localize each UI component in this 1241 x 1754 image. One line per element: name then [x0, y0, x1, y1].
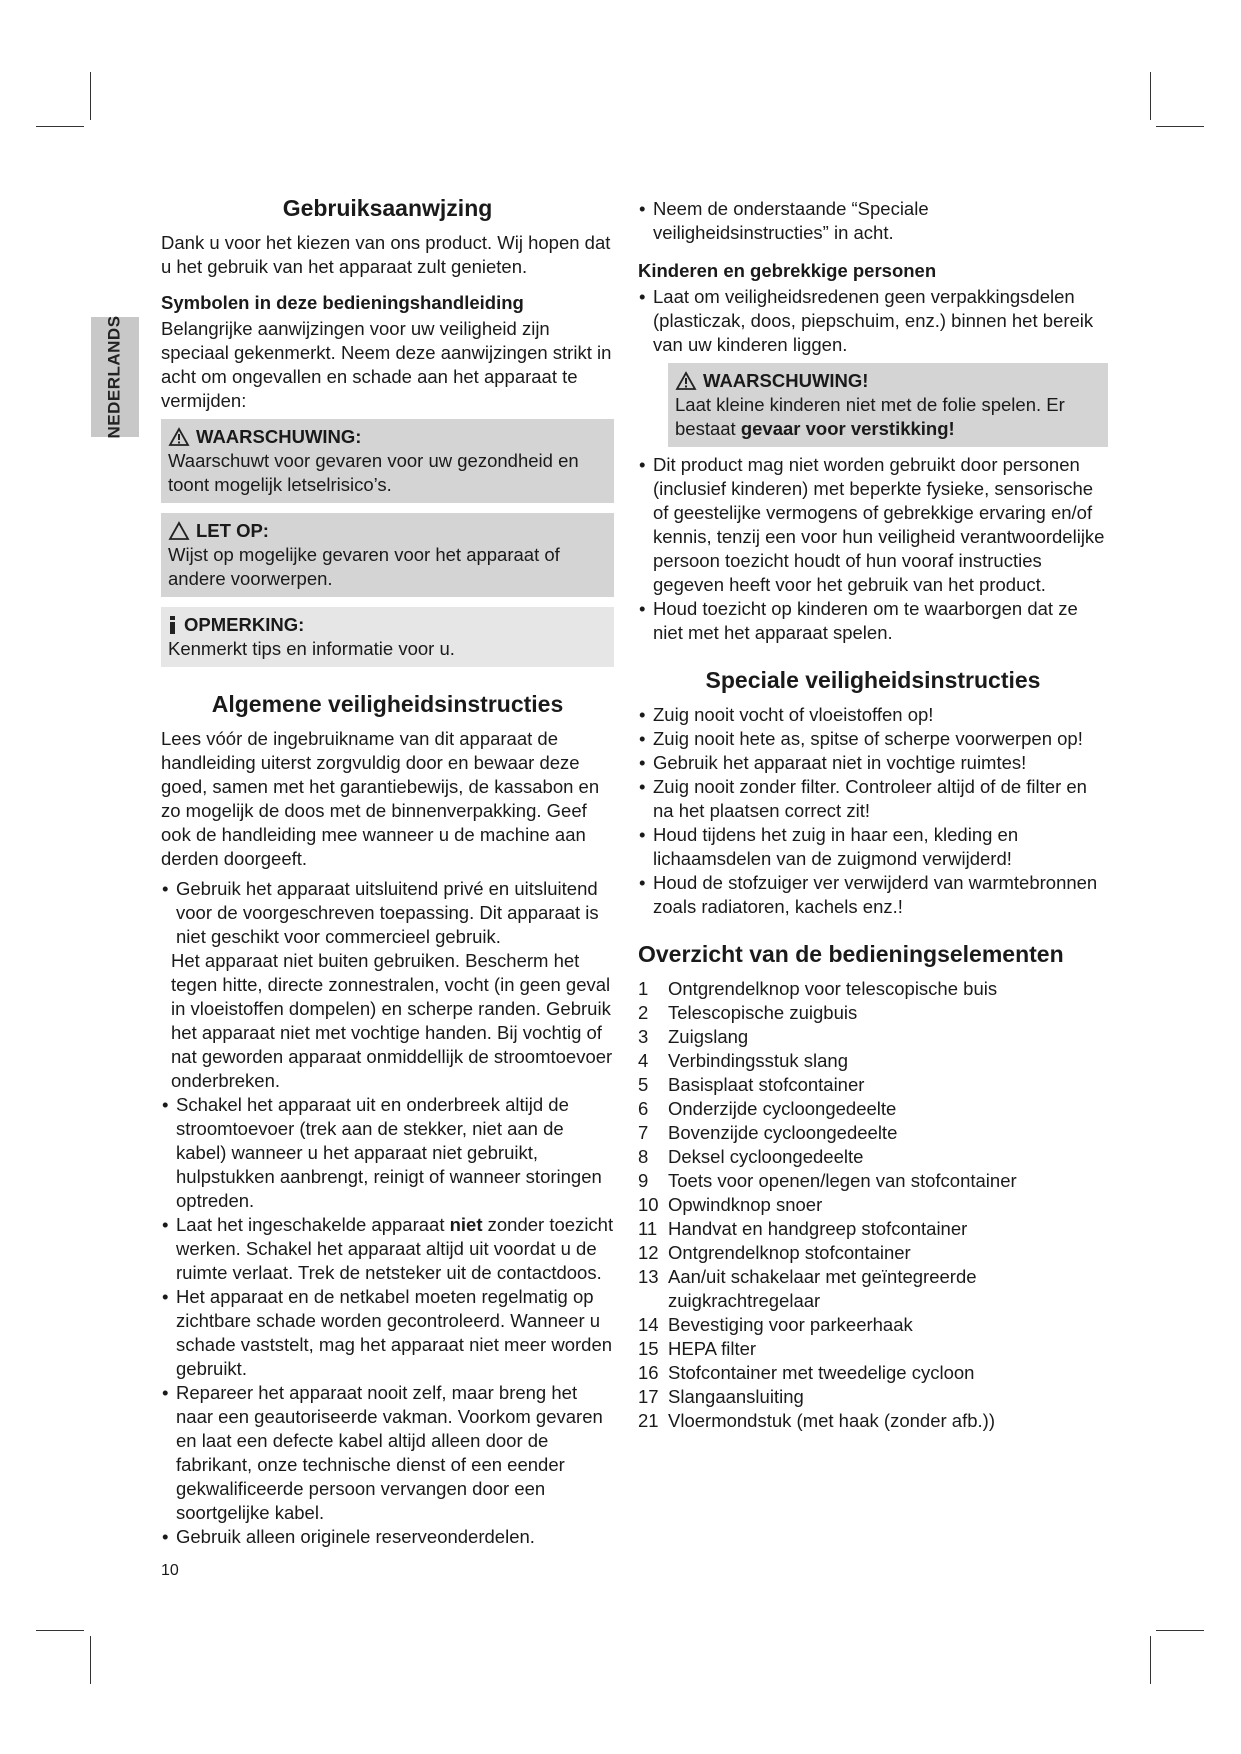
part-item: 12 Ontgrendelknop stofcontainer [638, 1241, 1108, 1265]
caution-triangle-icon [168, 521, 190, 541]
crop-mark-top-left-v [90, 72, 91, 120]
warning-notice [161, 419, 614, 503]
list-item: • Neem de onderstaande “Speciale veiligheidsinstructies” in acht. [638, 197, 1108, 245]
general-safety-heading: Algemene veiligheidsinstructies [211, 691, 564, 717]
part-item: 7 Bovenzijde cycloongedeelte [638, 1121, 1108, 1145]
crop-mark-bottom-left-v [90, 1636, 91, 1684]
children-warning-title: WAARSCHUWING! [703, 370, 869, 391]
children-warning-text: Laat kleine kinderen niet met de folie spelen. Er bestaat gevaar voor verstikking! [675, 394, 1065, 439]
part-item: 15 HEPA filter [638, 1337, 1108, 1361]
part-item: 1 Ontgrendelknop voor telescopische buis [638, 977, 1108, 1001]
list-item: • Houd tijdens het zuig in haar een, kleding en lichaamsdelen van de zuigmond verwijderd! [638, 823, 1108, 871]
caution-notice [161, 513, 614, 597]
general-safety-intro: Lees vóór de ingebruikname van dit apparaat de handleiding uiterst zorgvuldig door en bewaar deze goed, samen met het garantiebewijs, de kassabon en zo mogelijk de doos met de binnenverpakking. Geef ook de handleiding mee wanneer u de machine aan derden doorgeeft. [161, 728, 600, 869]
language-label: NEDERLANDS [105, 315, 124, 439]
crop-mark-top-right-v [1150, 72, 1151, 120]
list-item: • Schakel het apparaat uit en onderbreek altijd de stroomtoevoer (trek aan de stekker, niet aan de kabel) wanneer u het apparaat niet gebruikt, hulpstukken aanbrengt, reinigt of wanneer storingen optreden. [161, 1093, 614, 1213]
list-item: • Gebruik alleen originele reserveonderdelen. [161, 1525, 614, 1549]
special-safety-list [638, 703, 1108, 919]
crop-mark-top-left-h [36, 126, 84, 127]
left-column [161, 193, 614, 1549]
list-item: • Repareer het apparaat nooit zelf, maar breng het naar een geautoriseerde vakman. Voorkom gevaren en laat een defecte kabel altijd alleen door de fabrikant, onze technische dienst of een eender gekwalificeerde persoon vervangen door een soortgelijke kabel. [161, 1381, 614, 1525]
general-safety-list [161, 877, 614, 1549]
part-item: 11 Handvat en handgreep stofcontainer [638, 1217, 1108, 1241]
crop-mark-top-right-h [1156, 126, 1204, 127]
list-item: • Gebruik het apparaat niet in vochtige ruimtes! [638, 751, 1108, 775]
list-item: • Houd toezicht op kinderen om te waarborgen dat ze niet met het apparaat spelen. [638, 597, 1108, 645]
symbols-text: Belangrijke aanwijzingen voor uw veiligheid zijn speciaal gekenmerkt. Neem deze aanwijzingen strikt in acht om ongevallen en schade aan het apparaat te vermijden: [161, 318, 612, 411]
part-item: 3 Zuigslang [638, 1025, 1108, 1049]
info-icon [168, 615, 178, 635]
list-item: • Zuig nooit zonder filter. Controleer altijd of de filter en na het plaatsen correct zit! [638, 775, 1108, 823]
parts-list [638, 977, 1108, 1433]
part-item: 5 Basisplaat stofcontainer [638, 1073, 1108, 1097]
warning-title: WAARSCHUWING: [196, 426, 362, 447]
part-item: 6 Onderzijde cycloongedeelte [638, 1097, 1108, 1121]
right-column [638, 197, 1108, 1433]
page-title: Gebruiksaanwjzing [282, 195, 493, 221]
part-item: 13 Aan/uit schakelaar met geïntegreerde zuigkrachtregelaar [638, 1265, 1108, 1313]
note-notice [161, 607, 614, 667]
list-item: • Laat het ingeschakelde apparaat niet zonder toezicht werken. Schakel het apparaat altijd uit voordat u de ruimte verlaat. Trek de netsteker uit de contactdoos. [161, 1213, 614, 1285]
warning-triangle-icon [675, 371, 697, 391]
caution-title: LET OP: [196, 520, 269, 541]
intro-text: Dank u voor het kiezen van ons product. Wij hopen dat u het gebruik van het apparaat zult genieten. [161, 232, 611, 277]
list-item: • Zuig nooit vocht of vloeistoffen op! [638, 703, 1108, 727]
part-item: 10 Opwindknop snoer [638, 1193, 1108, 1217]
warning-text: Waarschuwt voor gevaren voor uw gezondheid en toont mogelijk letselrisico’s. [168, 450, 579, 495]
list-item: Het apparaat niet buiten gebruiken. Bescherm het tegen hitte, directe zonnestralen, vocht (in geen geval in vloeistoffen dompelen) en scherpe randen. Gebruik het apparaat niet met vochtige handen. Bij vochtig of nat geworden apparaat onmiddellijk de stroomtoevoer onderbreken. [171, 950, 613, 1091]
crop-mark-bottom-right-h [1156, 1630, 1204, 1631]
part-item: 4 Verbindingsstuk slang [638, 1049, 1108, 1073]
list-item: • Gebruik het apparaat uitsluitend privé en uitsluitend voor de voorgeschreven toepassing. Dit apparaat is niet geschikt voor commercieel gebruik. [161, 877, 614, 949]
list-item: • Laat om veiligheidsredenen geen verpakkingsdelen (plasticzak, doos, piepschuim, enz.) binnen het bereik van uw kinderen liggen. [638, 285, 1108, 357]
page-number: 10 [161, 1562, 179, 1579]
part-item: 9 Toets voor openen/legen van stofcontainer [638, 1169, 1108, 1193]
special-safety-heading: Speciale veiligheidsinstructies [705, 667, 1041, 693]
list-item: • Zuig nooit hete as, spitse of scherpe voorwerpen op! [638, 727, 1108, 751]
caution-text: Wijst op mogelijke gevaren voor het apparaat of andere voorwerpen. [168, 544, 560, 589]
list-item: • Houd de stofzuiger ver verwijderd van warmtebronnen zoals radiatoren, kachels enz.! [638, 871, 1108, 919]
overview-heading: Overzicht van de bedieningselementen [638, 941, 1064, 967]
part-item: 2 Telescopische zuigbuis [638, 1001, 1108, 1025]
language-side-tab [91, 317, 139, 437]
list-item: • Dit product mag niet worden gebruikt door personen (inclusief kinderen) met beperkte fysieke, sensorische of geestelijke vermogens of gebrekkige ervaring en/of kennis, tenzij een voor hun veiligheid verantwoordelijke persoon toezicht houdt of hun vooraf instructies gegeven heeft voor het gebruik van het product. [638, 453, 1108, 597]
part-item: 8 Deksel cycloongedeelte [638, 1145, 1108, 1169]
crop-mark-bottom-right-v [1150, 1636, 1151, 1684]
note-text: Kenmerkt tips en informatie voor u. [168, 638, 455, 659]
part-item: 14 Bevestiging voor parkeerhaak [638, 1313, 1108, 1337]
part-item: 16 Stofcontainer met tweedelige cycloon [638, 1361, 1108, 1385]
symbols-heading: Symbolen in deze bedieningshandleiding [161, 292, 524, 313]
note-title: OPMERKING: [184, 614, 305, 635]
warning-triangle-icon [168, 427, 190, 447]
children-heading: Kinderen en gebrekkige personen [638, 260, 937, 281]
crop-mark-bottom-left-h [36, 1630, 84, 1631]
part-item: 21 Vloermondstuk (met haak (zonder afb.)) [638, 1409, 1108, 1433]
children-warning-notice [668, 363, 1108, 447]
part-item: 17 Slangaansluiting [638, 1385, 1108, 1409]
list-item: • Het apparaat en de netkabel moeten regelmatig op zichtbare schade worden gecontroleerd. Wanneer u schade vaststelt, mag het apparaat niet meer worden gebruikt. [161, 1285, 614, 1381]
